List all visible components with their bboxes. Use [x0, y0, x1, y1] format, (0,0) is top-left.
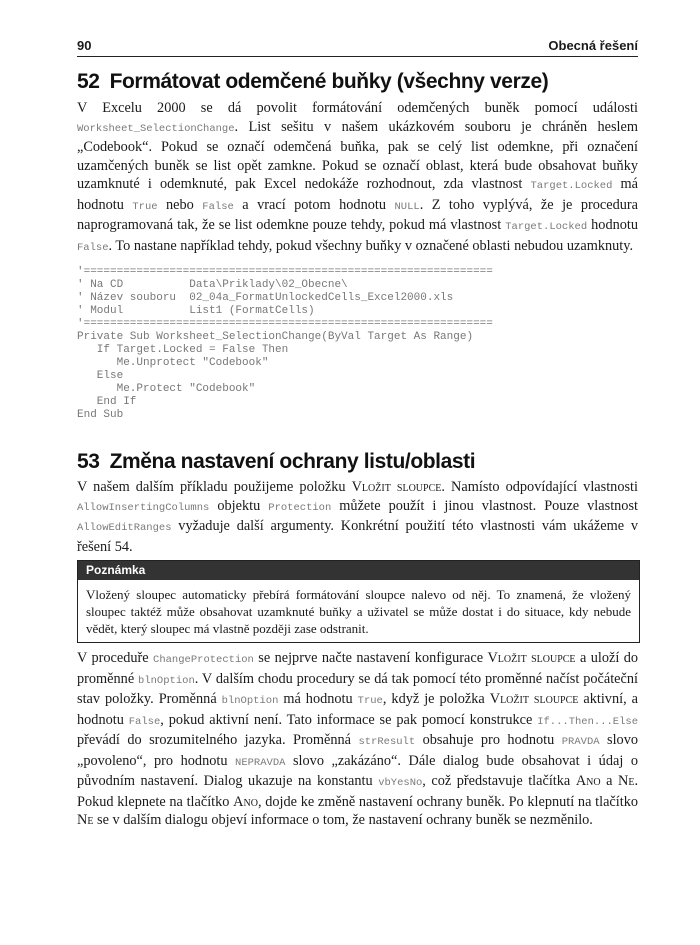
text-run: slovo „zakázáno“. Dále dialog bude obsahovat i údaj o původním nastavení. Dialog ukazuje na konstantu [77, 752, 638, 789]
code-line: '============================================================== [77, 318, 493, 330]
code-line: If Target.Locked = False Then [77, 344, 289, 356]
text-run: objektu [209, 497, 269, 514]
inline-code: NEPRAVDA [235, 756, 286, 769]
menu-item-reference: Ano [233, 793, 258, 810]
text-run: a uloží do proměnné [77, 650, 638, 687]
inline-code: PRAVDA [561, 736, 600, 748]
inline-code: blnOption [221, 695, 279, 707]
section-title: Změna nastavení ochrany listu/oblasti [109, 450, 476, 473]
inline-code: Target.Locked [530, 180, 613, 192]
note-text: Vložený sloupec automaticky přebírá formátování sloupce nalevo od něj. To znamená, že vložený sloupec taktéž může obsahovat uzamknuté buňky a uživatel se může dostat i do situace, kdy nebude vědět, který sloupec má vlastně později zase odstranit. [86, 587, 631, 636]
inline-code: AllowInsertingColumns [77, 501, 210, 514]
note-box [77, 560, 640, 643]
code-line: '============================================================== [77, 266, 493, 278]
section-53-paragraph-2 [77, 649, 638, 830]
code-line: ' Na CD Data\Priklady\02_Obecne\ [77, 279, 348, 291]
text-run: se nejprve načte nastavení konfigurace [253, 650, 488, 666]
inline-code: If...Then...Else [537, 715, 639, 728]
text-run: , dojde ke změně nastavení ochrany buněk. Po klepnutí na tlačítko [257, 793, 639, 810]
section-title: Formátovat odemčené buňky (všechny verze) [109, 70, 549, 93]
text-run: převádí do srozumitelného jazyka. Proměnná [77, 732, 359, 748]
section-number: 52 [77, 70, 100, 93]
code-line: Me.Protect "Codebook" [77, 383, 256, 395]
code-line: Me.Unprotect "Codebook" [77, 357, 269, 369]
text-run: nebo [157, 196, 203, 213]
section-53-paragraph-1 [77, 478, 638, 556]
page-header [77, 36, 638, 57]
note-title: Poznámka [78, 561, 639, 580]
inline-code: Worksheet_SelectionChange [77, 122, 235, 135]
text-run: . List sešitu v našem ukázkovém souboru je chráněn heslem „Codebook“. Pokud se označí odemčená buňka, pak se celý list odemkne, při označení uzamčených buněk se list opět zamkne. Pokud se označí oblast, která bude obsahovat buňky uzamknuté i odemknuté, pak Excel nedokáže rozhodnout, zda vlastnost [77, 118, 638, 192]
menu-item-reference: Vložit sloupce [487, 650, 576, 666]
inline-code: False [128, 715, 161, 728]
inline-code: blnOption [138, 674, 195, 687]
menu-item-reference: Ne [618, 773, 635, 789]
menu-item-reference: Vložit sloupce [351, 479, 442, 495]
inline-code: True [132, 200, 158, 213]
text-run: aktivní, a hodnotu [77, 691, 638, 728]
inline-code: True [357, 695, 383, 707]
text-run: V proceduře [77, 650, 154, 666]
menu-item-reference: Vložit sloupce [489, 691, 579, 707]
page-number: 90 [77, 38, 92, 53]
menu-item-reference: Ne [77, 812, 94, 828]
code-line: Else [77, 370, 124, 382]
inline-code: vbYesNo [378, 777, 423, 789]
section-number: 53 [77, 450, 100, 473]
text-run: má hodnotu [278, 691, 358, 707]
text-run: . Pokud klepnete na tlačítko [77, 773, 639, 810]
code-line: End If [77, 396, 137, 408]
inline-code: Protection [268, 501, 332, 514]
inline-code: False [202, 200, 234, 213]
text-run: . To nastane například tehdy, pokud všechny buňky v označené oblasti nebudou uzamknuty. [108, 237, 634, 254]
code-line: ' Název souboru 02_04a_FormatUnlockedCells_Excel2000.xls [77, 292, 454, 304]
text-run: a [600, 773, 618, 789]
code-line: ' Modul List1 (FormatCells) [77, 305, 315, 317]
text-run: , pokud aktivní není. Tato informace se pak pomocí konstrukce [160, 711, 538, 728]
menu-item-reference: Ano [575, 773, 601, 789]
inline-code: strResult [358, 736, 416, 748]
text-run: vyžaduje další argumenty. Konkrétní použití této vlastnosti vám ukážeme v řešení 54. [77, 518, 638, 555]
text-run: V Excelu 2000 se dá povolit formátování odemčených buněk pomocí události [77, 100, 638, 116]
text-run: , když je položka [382, 691, 490, 707]
inline-code: ChangeProtection [153, 654, 254, 666]
text-run: . Z toho vyplývá, že je procedura naprogramovaná tak, že se list odemkne pouze tehdy, pokud má vlastnost [77, 196, 639, 233]
text-run: se v dalším dialogu objeví informace o tom, že nastavení ochrany buněk se nezměnilo. [93, 812, 593, 828]
section-53-heading [77, 450, 475, 474]
inline-code: False [77, 241, 109, 254]
inline-code: NULL [394, 200, 420, 213]
inline-code: AllowEditRanges [77, 522, 172, 534]
inline-code: Target.Locked [505, 221, 588, 233]
text-run: , což představuje tlačítka [422, 773, 576, 789]
text-run: a vrací potom hodnotu [233, 196, 395, 213]
text-run: obsahuje pro hodnotu [415, 732, 562, 748]
text-run: má hodnotu [77, 176, 638, 213]
code-line: End Sub [77, 409, 124, 421]
text-run: . V dalším chodu procedury se dá tak pomocí této proměnné načíst počáteční stav položky. Proměnná [77, 670, 638, 707]
code-line: Private Sub Worksheet_SelectionChange(ByVal Target As Range) [77, 331, 474, 343]
text-run: . Namísto odpovídající vlastnosti [441, 479, 638, 495]
text-run: hodnotu [587, 217, 639, 233]
chapter-title: Obecná řešení [548, 38, 638, 53]
code-listing [77, 266, 493, 422]
section-52-paragraph [77, 99, 638, 257]
section-52-heading [77, 70, 548, 94]
text-run: slovo „povoleno“, pro hodnotu [77, 732, 639, 769]
text-run: můžete použít i jinou vlastnost. Pouze vlastnost [331, 497, 638, 514]
text-run: V našem dalším příkladu použijeme položku [77, 479, 352, 495]
